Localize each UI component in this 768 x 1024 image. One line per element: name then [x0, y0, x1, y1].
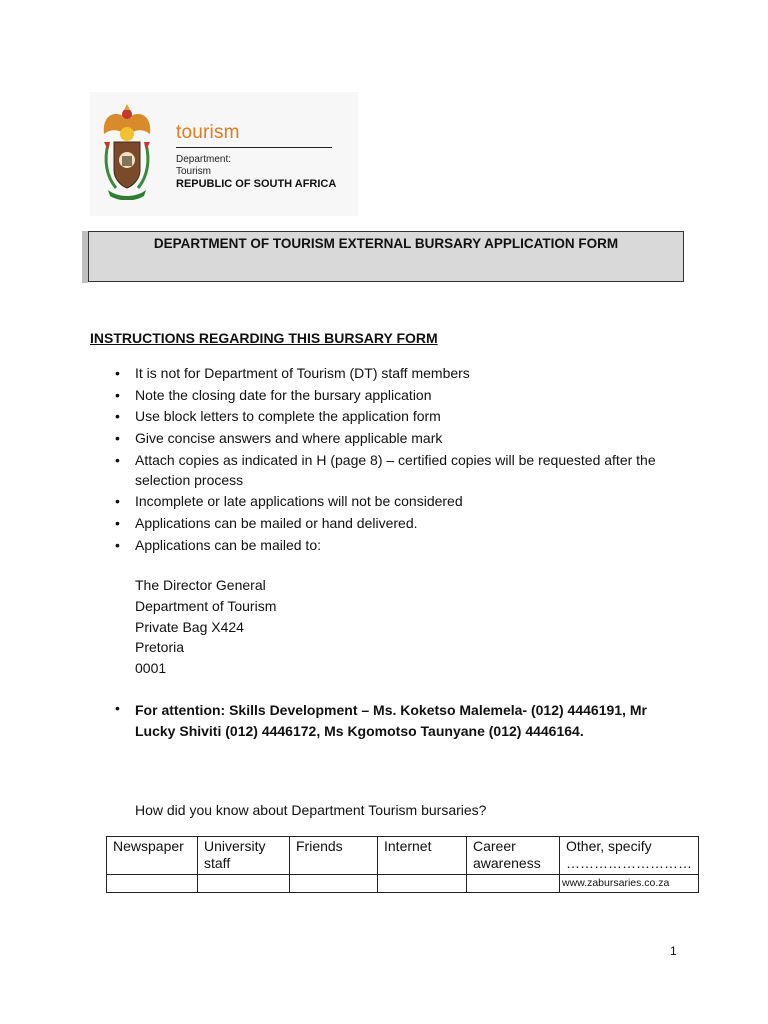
- instruction-text: Incomplete or late applications will not be considered: [135, 493, 463, 509]
- brand-divider: [176, 147, 332, 148]
- address-line: The Director General: [135, 577, 266, 593]
- bullet-icon: •: [115, 700, 120, 716]
- brand-name: tourism: [176, 122, 240, 143]
- instruction-text: Use block letters to complete the application form: [135, 408, 441, 424]
- answer-cell[interactable]: [198, 875, 290, 893]
- bullet-icon: •: [115, 537, 120, 553]
- header-university-staff: University staff: [198, 837, 290, 875]
- header-other: Other, specify ………………………: [560, 837, 699, 875]
- header-friends: Friends: [290, 837, 378, 875]
- republic-label: REPUBLIC OF SOUTH AFRICA: [176, 178, 337, 190]
- address-line: 0001: [135, 660, 167, 676]
- bullet-icon: •: [115, 408, 120, 424]
- table-header-row: [107, 837, 699, 875]
- instruction-text: Applications can be mailed to:: [135, 537, 321, 553]
- address-line: Department of Tourism: [135, 598, 277, 614]
- bullet-icon: •: [115, 493, 120, 509]
- title-box: [88, 231, 684, 282]
- instruction-text: Applications can be mailed or hand delivered.: [135, 515, 418, 531]
- instructions-heading: INSTRUCTIONS REGARDING THIS BURSARY FORM: [90, 330, 438, 346]
- logo-block: [90, 92, 358, 216]
- answer-cell-other[interactable]: www.zabursaries.co.za: [560, 875, 699, 893]
- source-question: How did you know about Department Tourism bursaries?: [135, 802, 487, 818]
- instruction-text: Note the closing date for the bursary application: [135, 387, 432, 403]
- bullet-icon: •: [115, 452, 120, 468]
- dept-name: Tourism: [176, 166, 212, 177]
- bullet-icon: •: [115, 365, 120, 381]
- dept-label: Department:: [176, 154, 232, 165]
- header-newspaper: Newspaper: [107, 837, 198, 875]
- form-title: DEPARTMENT OF TOURISM EXTERNAL BURSARY APPLICATION FORM: [153, 236, 619, 251]
- answer-cell[interactable]: [107, 875, 198, 893]
- instruction-text: Give concise answers and where applicable mark: [135, 430, 443, 446]
- instruction-text: Attach copies as indicated in H (page 8) – certified copies will be requested after the selection process: [135, 452, 656, 488]
- coat-of-arms-icon: [98, 104, 156, 200]
- bullet-icon: •: [115, 387, 120, 403]
- header-career-awareness: Career awareness: [467, 837, 560, 875]
- answer-cell[interactable]: [290, 875, 378, 893]
- attention-contacts: For attention: Skills Development – Ms. Koketso Malemela- (012) 4446191, Mr Lucky Shiviti (012) 4446172, Ms Kgomotso Taunyane (012) 4446164.: [135, 702, 647, 739]
- instruction-text: It is not for Department of Tourism (DT) staff members: [135, 365, 470, 381]
- sources-table: [106, 836, 699, 893]
- bullet-icon: •: [115, 430, 120, 446]
- header-internet: Internet: [378, 837, 467, 875]
- bullet-icon: •: [115, 515, 120, 531]
- table-row[interactable]: [107, 875, 699, 893]
- address-line: Pretoria: [135, 639, 185, 655]
- answer-cell[interactable]: [467, 875, 560, 893]
- answer-cell[interactable]: [378, 875, 467, 893]
- address-line: Private Bag X424: [135, 619, 244, 635]
- page-number: 1: [670, 944, 677, 958]
